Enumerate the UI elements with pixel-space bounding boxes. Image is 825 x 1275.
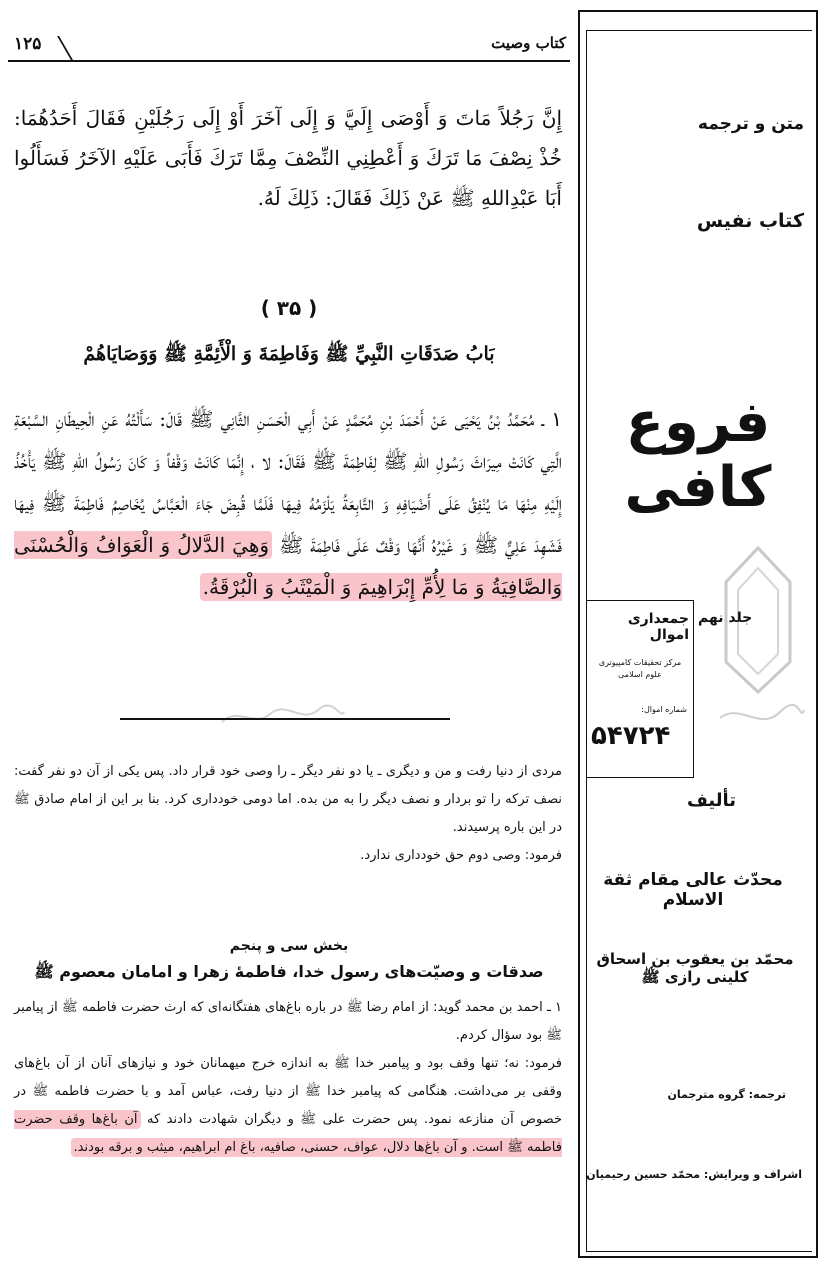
arabic-intro-text: إِنَّ رَجُلاً مَاتَ وَ أَوْصَى إِلَيَّ وَ إِلَى آخَرَ أَوْ إِلَى رَجُلَيْنِ فَقَالَ أَحَدُهُمَا: خُذْ نِصْفَ مَا تَرَكَ وَ أَعْطِنِي النِّصْفَ مِمَّا تَرَكَ فَأَبَى عَلَيْهِ الآخَرُ فَسَأَلُوا أَبَا عَبْدِاللهِ ﷺ عَنْ ذَلِكَ فَقَالَ: ذَلِكَ لَهُ. <box>14 106 563 210</box>
header-ornament <box>57 36 101 60</box>
cover-subtitle-precious-book: کتاب نفیس <box>696 210 804 232</box>
editor-credit: اشراف و ویرایش: محمّد حسین رحیمیان <box>586 1168 802 1181</box>
persian-intro-text <box>14 758 562 870</box>
persian-highlight: آن باغ‌ها وقف حضرت فاطمه ﷺ است. و آن باغ‌ها دلال، عواف، حسنی، صافیه، باغ ام ابراهیم، میثب و برقه بودند. <box>14 1112 562 1155</box>
arabic-hadith-text <box>14 398 562 608</box>
arabic-highlight: وَهِيَ الدَّلالُ وَ الْعَوَافُ وَالْحُسْنَى وَالصَّافِيَةُ وَ مَا لِأُمِّ إِبْرَاهِيمَ وَ الْمَيْثَبُ وَ الْبُرْقَةُ. <box>14 533 562 599</box>
arabic-hadith-body: ١ ـ مُحَمَّدُ بْنُ يَحْيَى عَنْ أَحْمَدَ بْنِ مُحَمَّدٍ عَنْ أَبِي الْحَسَنِ الثَّانِي ﷺ قَالَ: سَأَلْتُهُ عَنِ الْحِيطَانِ السَّبْعَةِ الَّتِي كَانَتْ مِيرَاثَ رَسُولِ اللهِ ﷺ لِفَاطِمَةَ ﷺ فَقَالَ: لا ، إِنَّمَا كَانَتْ وَقْفاً وَ كَانَ رَسُولُ اللهِ ﷺ يَأْخُذُ إِلَيْهِ مِنْهَا مَا يُنْفِقُ عَلَى أَضْيَافِهِ وَ التَّابِعَةُ يَلْزَمُهُ فِيهَا فَلَمَّا قُبِضَ جَاءَ الْعَبَّاسُ يُخَاصِمُ فَاطِمَةَ ﷺ فِيهَا فَشَهِدَ عَلِيٌّ ﷺ وَ غَيْرُهُ أَنَّهَا وَقْفٌ عَلَى فَاطِمَةَ ﷺ <box>14 407 562 557</box>
translator-credit: ترجمه: گروه مترجمان <box>667 1088 786 1101</box>
emblem-icon <box>710 542 806 742</box>
header-rule <box>8 60 570 62</box>
section-label: بخش سی و پنجم <box>229 938 349 954</box>
page-number: ۱۲۵ <box>14 34 42 54</box>
stamp-number-label: شماره اموال: <box>641 705 687 714</box>
persian-intro-body: مردی از دنیا رفت و من و دیگری ـ یا دو نفر دیگر ـ را وصی خود قرار داد. پس یکی از آن دو نفر گفت: نصف ترکه را تو بردار و نصف دیگر را به من بده. اما دومی خودداری کرد. بنا بر این از امام صادق ﷺ در این باره پرسیدند. <box>14 764 562 835</box>
book-cover <box>578 10 818 1258</box>
section-title-persian: صدقات و وصیّت‌های رسول خدا، فاطمهٔ زهرا و امامان معصوم ﷺ <box>34 962 544 981</box>
page-header-title: کتاب وصیت <box>491 34 566 52</box>
author-label: تألیف <box>686 790 736 811</box>
persian-intro-answer: فرمود: وصی دوم حق خودداری ندارد. <box>360 848 562 863</box>
watermark-signature-icon <box>218 702 348 730</box>
stamp-title: جمعداری اموال <box>627 611 689 643</box>
stamp-number: ۵۴۷۲۴ <box>591 721 671 751</box>
chapter-title-arabic: بَابُ صَدَقَاتِ النَّبِيِّ ﷺ وَفَاطِمَةَ وَ الْأَئِمَّةِ ﷺ وَوَصَايَاهُمْ <box>83 343 495 365</box>
author-title: محدّث عالی مقام ثقة الاسلام <box>603 870 783 910</box>
cover-subtitle-text-translation: متن و ترجمه <box>697 114 804 134</box>
stamp-organization: مرکز تحقیقات کامپیوتری علوم اسلامی <box>598 658 682 679</box>
author-name: محمّد بن یعقوب بن اسحاق کلینی رازی ﷺ <box>596 950 794 986</box>
persian-hadith-question: ١ ـ احمد بن محمد گوید: از امام رضا ﷺ در باره باغ‌های هفتگانه‌ای که ارث حضرت فاطمه ﷺ از پیامبر ﷺ بود سؤال کردم. <box>14 1000 562 1043</box>
volume-label: جلد نهم <box>698 610 753 626</box>
persian-hadith-text <box>14 994 562 1162</box>
chapter-number: ( ۳۵ ) <box>260 296 318 320</box>
persian-hadith-body: فرمود: نه؛ تنها وقف بود و پیامبر خدا ﷺ به اندازه خرج میهمانان خود و نیازهای آنان از آن باغ‌های وقفی بر می‌داشت. هنگامی که پیامبر خدا ﷺ از دنیا رفت، عباس آمد و با حضرت فاطمه ﷺ در خصوص آن منازعه نمود. پس حضرت علی ﷺ و دیگران شهادت دادند که <box>14 1056 562 1127</box>
property-stamp <box>586 600 694 778</box>
cover-main-title: فروع کافی <box>624 390 772 520</box>
section-divider <box>120 718 450 720</box>
